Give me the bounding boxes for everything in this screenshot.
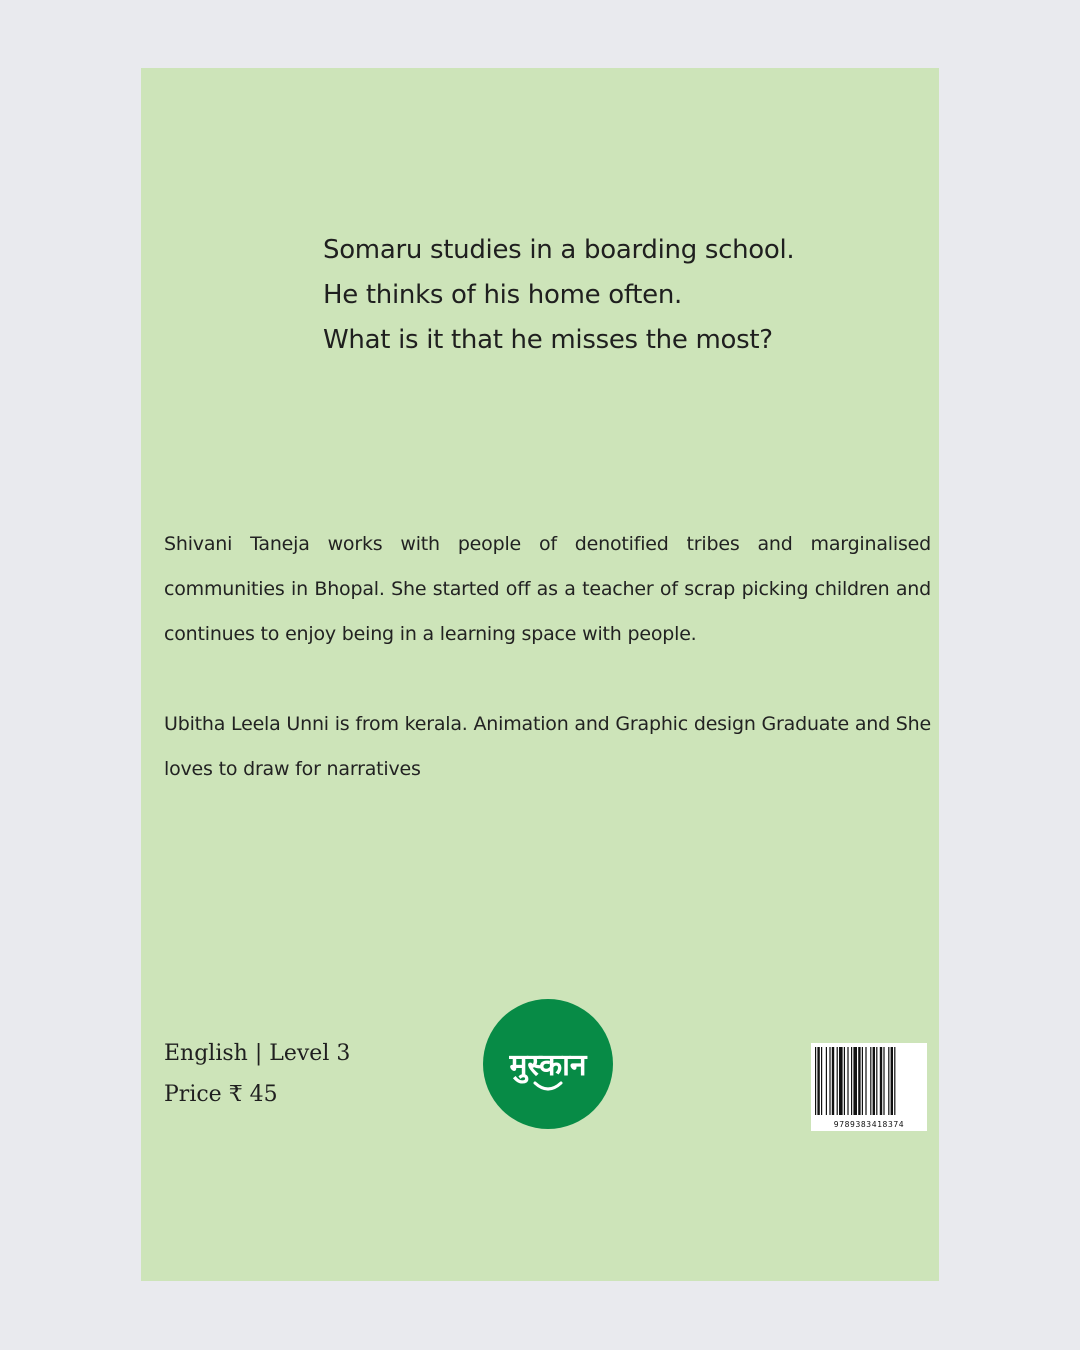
barcode-bar	[873, 1047, 875, 1115]
barcode-bar	[865, 1047, 866, 1115]
barcode-bar	[870, 1047, 871, 1115]
illustrator-bio: Ubitha Leela Unni is from kerala. Animation and Graphic design Graduate and She loves to draw for narratives	[164, 713, 931, 780]
isbn-barcode	[811, 1043, 927, 1131]
barcode-bar	[853, 1047, 857, 1115]
barcode-bar	[880, 1047, 882, 1115]
publisher-logo	[483, 999, 613, 1129]
barcode-bar	[851, 1047, 852, 1115]
barcode-bar	[876, 1047, 877, 1115]
barcode-bar	[817, 1047, 819, 1115]
book-blurb	[323, 228, 794, 363]
blurb-line: He thinks of his home often.	[323, 280, 683, 310]
barcode-bar	[821, 1047, 822, 1115]
barcode-bar	[883, 1047, 884, 1115]
smile-icon	[535, 1083, 561, 1089]
barcode-bar	[829, 1047, 830, 1115]
publisher-logo-text: मुस्कान	[509, 1048, 587, 1083]
barcode-bar	[826, 1047, 827, 1115]
barcode-bar	[837, 1047, 838, 1115]
barcode-icon	[811, 1043, 927, 1119]
barcode-bar	[891, 1047, 893, 1115]
barcode-bar	[839, 1047, 843, 1115]
barcode-bar	[847, 1047, 848, 1115]
book-meta	[164, 1033, 350, 1115]
price: Price ₹ 45	[164, 1082, 278, 1107]
barcode-bar	[862, 1047, 863, 1115]
barcode-bar	[858, 1047, 860, 1115]
author-bio: Shivani Taneja works with people of denotified tribes and marginalised communities in Bhopal. She started off as a teacher of scrap picking children and continues to enjoy being in a learning space with people.	[164, 533, 931, 645]
publisher-logo-graphic	[483, 999, 613, 1129]
barcode-bar	[832, 1047, 834, 1115]
language-level: English | Level 3	[164, 1041, 351, 1066]
isbn-digits: 9789383418374	[833, 1120, 905, 1129]
barcode-bar	[888, 1047, 889, 1115]
barcode-bar	[894, 1047, 895, 1115]
barcode-bar	[844, 1047, 845, 1115]
blurb-line: Somaru studies in a boarding school.	[323, 235, 795, 265]
barcode-bar	[815, 1047, 816, 1115]
book-back-cover	[141, 68, 939, 1281]
blurb-line: What is it that he misses the most?	[323, 325, 773, 355]
